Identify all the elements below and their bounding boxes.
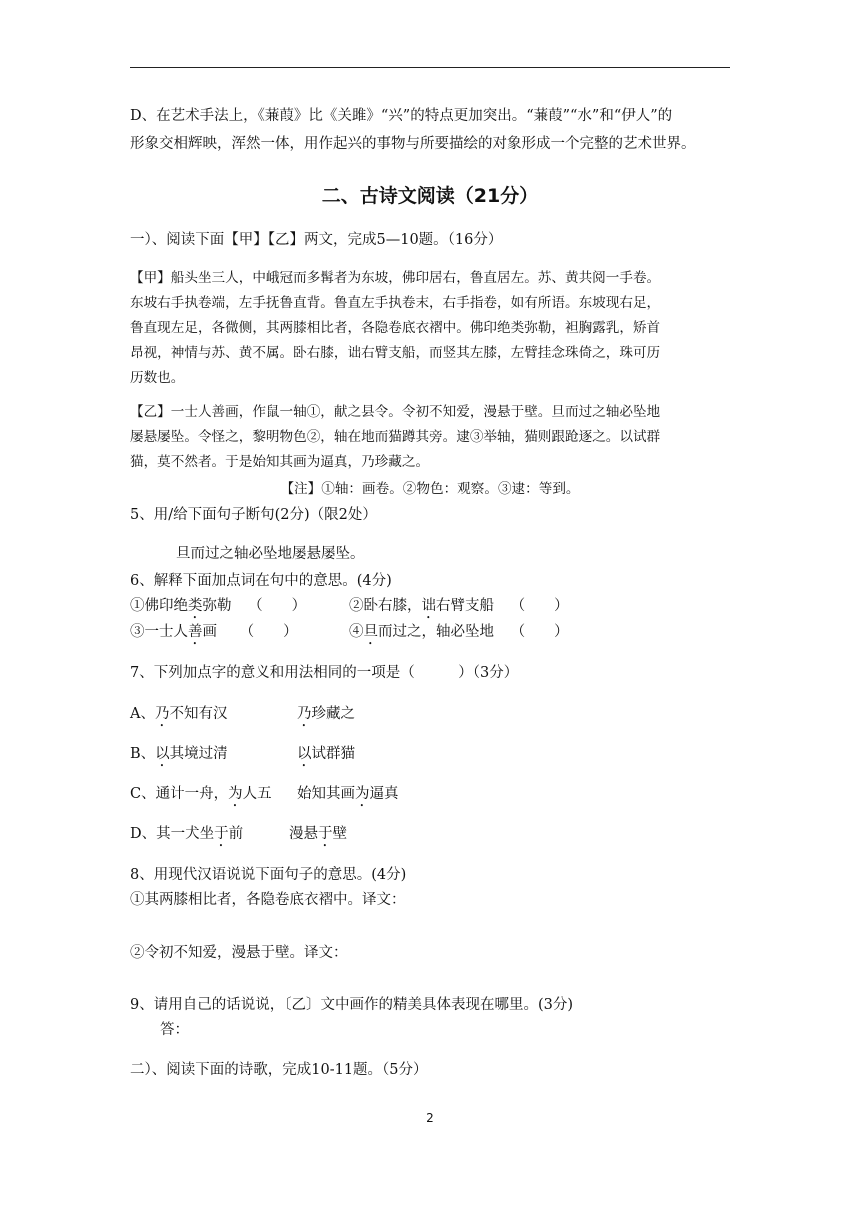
option-d-line1: D、在艺术手法上，《蒹葭》比《关雎》“兴”的特点更加突出。“蒹葭”“水”和“伊人”的: [130, 108, 673, 124]
q6-item-text: ④: [349, 624, 364, 640]
option-text: 前: [228, 826, 244, 842]
q6-item-text: ①佛印绝: [130, 598, 188, 614]
option-text: 试群猫: [311, 746, 355, 762]
option-text: D、其一犬坐: [130, 826, 215, 842]
q6-item-text: ②卧右膝，: [349, 598, 422, 614]
q7-option-b: [130, 744, 228, 770]
annotation-note: 【注】①轴：画卷。②物色：观察。③逮：等到。: [280, 481, 580, 497]
part2-intro: 二）、阅读下面的诗歌，完成10-11题。（5分）: [130, 1062, 428, 1078]
q7-option-b-compare: [297, 744, 355, 770]
dotted-char: 为: [355, 786, 370, 802]
answer-blank: （ ）: [248, 598, 307, 614]
dotted-char: 以: [155, 746, 170, 762]
q6-stem: 6、解释下面加点词在句中的意思。(4分): [130, 573, 392, 589]
option-text: 逼真: [369, 786, 399, 802]
yi-line: 猫，莫不然者。于是始知其画为逼真，乃珍藏之。: [130, 454, 430, 470]
q7-option-c-compare: [297, 784, 399, 810]
option-text: 漫悬: [289, 826, 318, 842]
q9-answer-label: 答：: [160, 1022, 189, 1038]
q7-option-a: [130, 704, 227, 730]
jia-line: 东坡右手执卷端，左手抚鲁直背。鲁直左手执卷末，右手指卷，如有所语。东坡现右足，: [130, 295, 661, 311]
answer-blank: （ ）: [239, 624, 298, 640]
q7-option-d: [130, 824, 243, 850]
q6-item-text: 右臂支船: [436, 598, 494, 614]
dotted-char: 旦: [363, 624, 378, 640]
q5-sentence: 旦而过之轴必坠地屡悬屡坠。: [176, 546, 365, 562]
q7-option-c: [130, 784, 272, 810]
dotted-char: 乃: [154, 706, 170, 722]
q9-stem: 9、请用自己的话说说，〔乙〕文中画作的精美具体表现在哪里。(3分): [130, 997, 574, 1013]
q6-item-text: 弥勒: [202, 598, 232, 614]
q6-item: [349, 622, 569, 648]
jia-line: 昂视，神情与苏、黄不属。卧右膝，诎右臂支船，而竖其左膝，左臂挂念珠倚之，珠可历: [130, 345, 661, 361]
option-text: 壁: [332, 826, 347, 842]
dotted-char: 以: [297, 746, 312, 762]
q6-item-text: 而过之，轴必坠地: [378, 624, 494, 640]
jia-line: 鲁直现左足，各微侧，其两膝相比者，各隐卷底衣褶中。佛印绝类弥勒，袒胸露乳，矫首: [130, 320, 661, 336]
q7-option-a-compare: [297, 704, 355, 730]
option-text: A、: [130, 706, 155, 722]
section-title: 二、古诗文阅读（21分）: [321, 185, 539, 207]
dotted-char: 为: [228, 786, 243, 802]
q6-item: [130, 622, 298, 648]
page-number: 2: [426, 1111, 434, 1125]
answer-blank: （ ）: [510, 624, 569, 640]
option-text: 人五: [242, 786, 272, 802]
q8-stem: 8、用现代汉语说说下面句子的意思。(4分): [130, 867, 407, 883]
q7-stem: 7、下列加点字的意义和用法相同的一项是（ ）（3分）: [130, 665, 519, 681]
dotted-char: 类: [188, 598, 203, 614]
header-rule: [130, 67, 730, 68]
q6-item-text: ③一士人: [130, 624, 188, 640]
q8-sentence-2: ②令初不知爱，漫悬于壁。译文：: [130, 945, 348, 961]
dotted-char: 于: [318, 826, 333, 842]
q5-stem: 5、用/给下面句子断句(2分)（限2处）: [130, 507, 377, 523]
q8-sentence-1: ①其两膝相比者，各隐卷底衣褶中。译文：: [130, 892, 406, 908]
part1-intro: 一）、阅读下面【甲】【乙】两文，完成5—10题。（16分）: [130, 232, 503, 248]
option-text: B、: [130, 746, 156, 762]
dotted-char: 于: [214, 826, 229, 842]
dotted-char: 乃: [297, 706, 312, 722]
option-text: 其境过清: [169, 746, 228, 762]
yi-line: 【乙】一士人善画，作鼠一轴①，献之县令。令初不知爱，漫悬于壁。旦而过之轴必坠地: [130, 404, 661, 420]
jia-line: 【甲】船头坐三人，中峨冠而多髯者为东坡，佛印居右，鲁直居左。苏、黄共阅一手卷。: [130, 270, 661, 286]
yi-line: 屡悬屡坠。令怪之，黎明物色②，轴在地而猫蹲其旁。逮③举轴，猫则跟跄逐之。以试群: [130, 429, 661, 445]
dotted-char: 善: [188, 624, 203, 640]
q6-item: [130, 596, 306, 622]
option-text: C、通计一舟，: [130, 786, 229, 802]
answer-blank: （ ）: [510, 598, 569, 614]
q6-item: [349, 596, 569, 622]
q7-option-d-compare: [289, 824, 347, 850]
option-text: 不知有汉: [169, 706, 228, 722]
option-text: 始知其画: [297, 786, 355, 802]
option-d-line2: 形象交相辉映，浑然一体，用作起兴的事物与所要描绘的对象形成一个完整的艺术世界。: [130, 136, 696, 152]
jia-line: 历数也。: [130, 370, 185, 386]
option-text: 珍藏之: [311, 706, 355, 722]
dotted-char: 诎: [421, 598, 436, 614]
q6-item-text: 画: [202, 624, 217, 640]
